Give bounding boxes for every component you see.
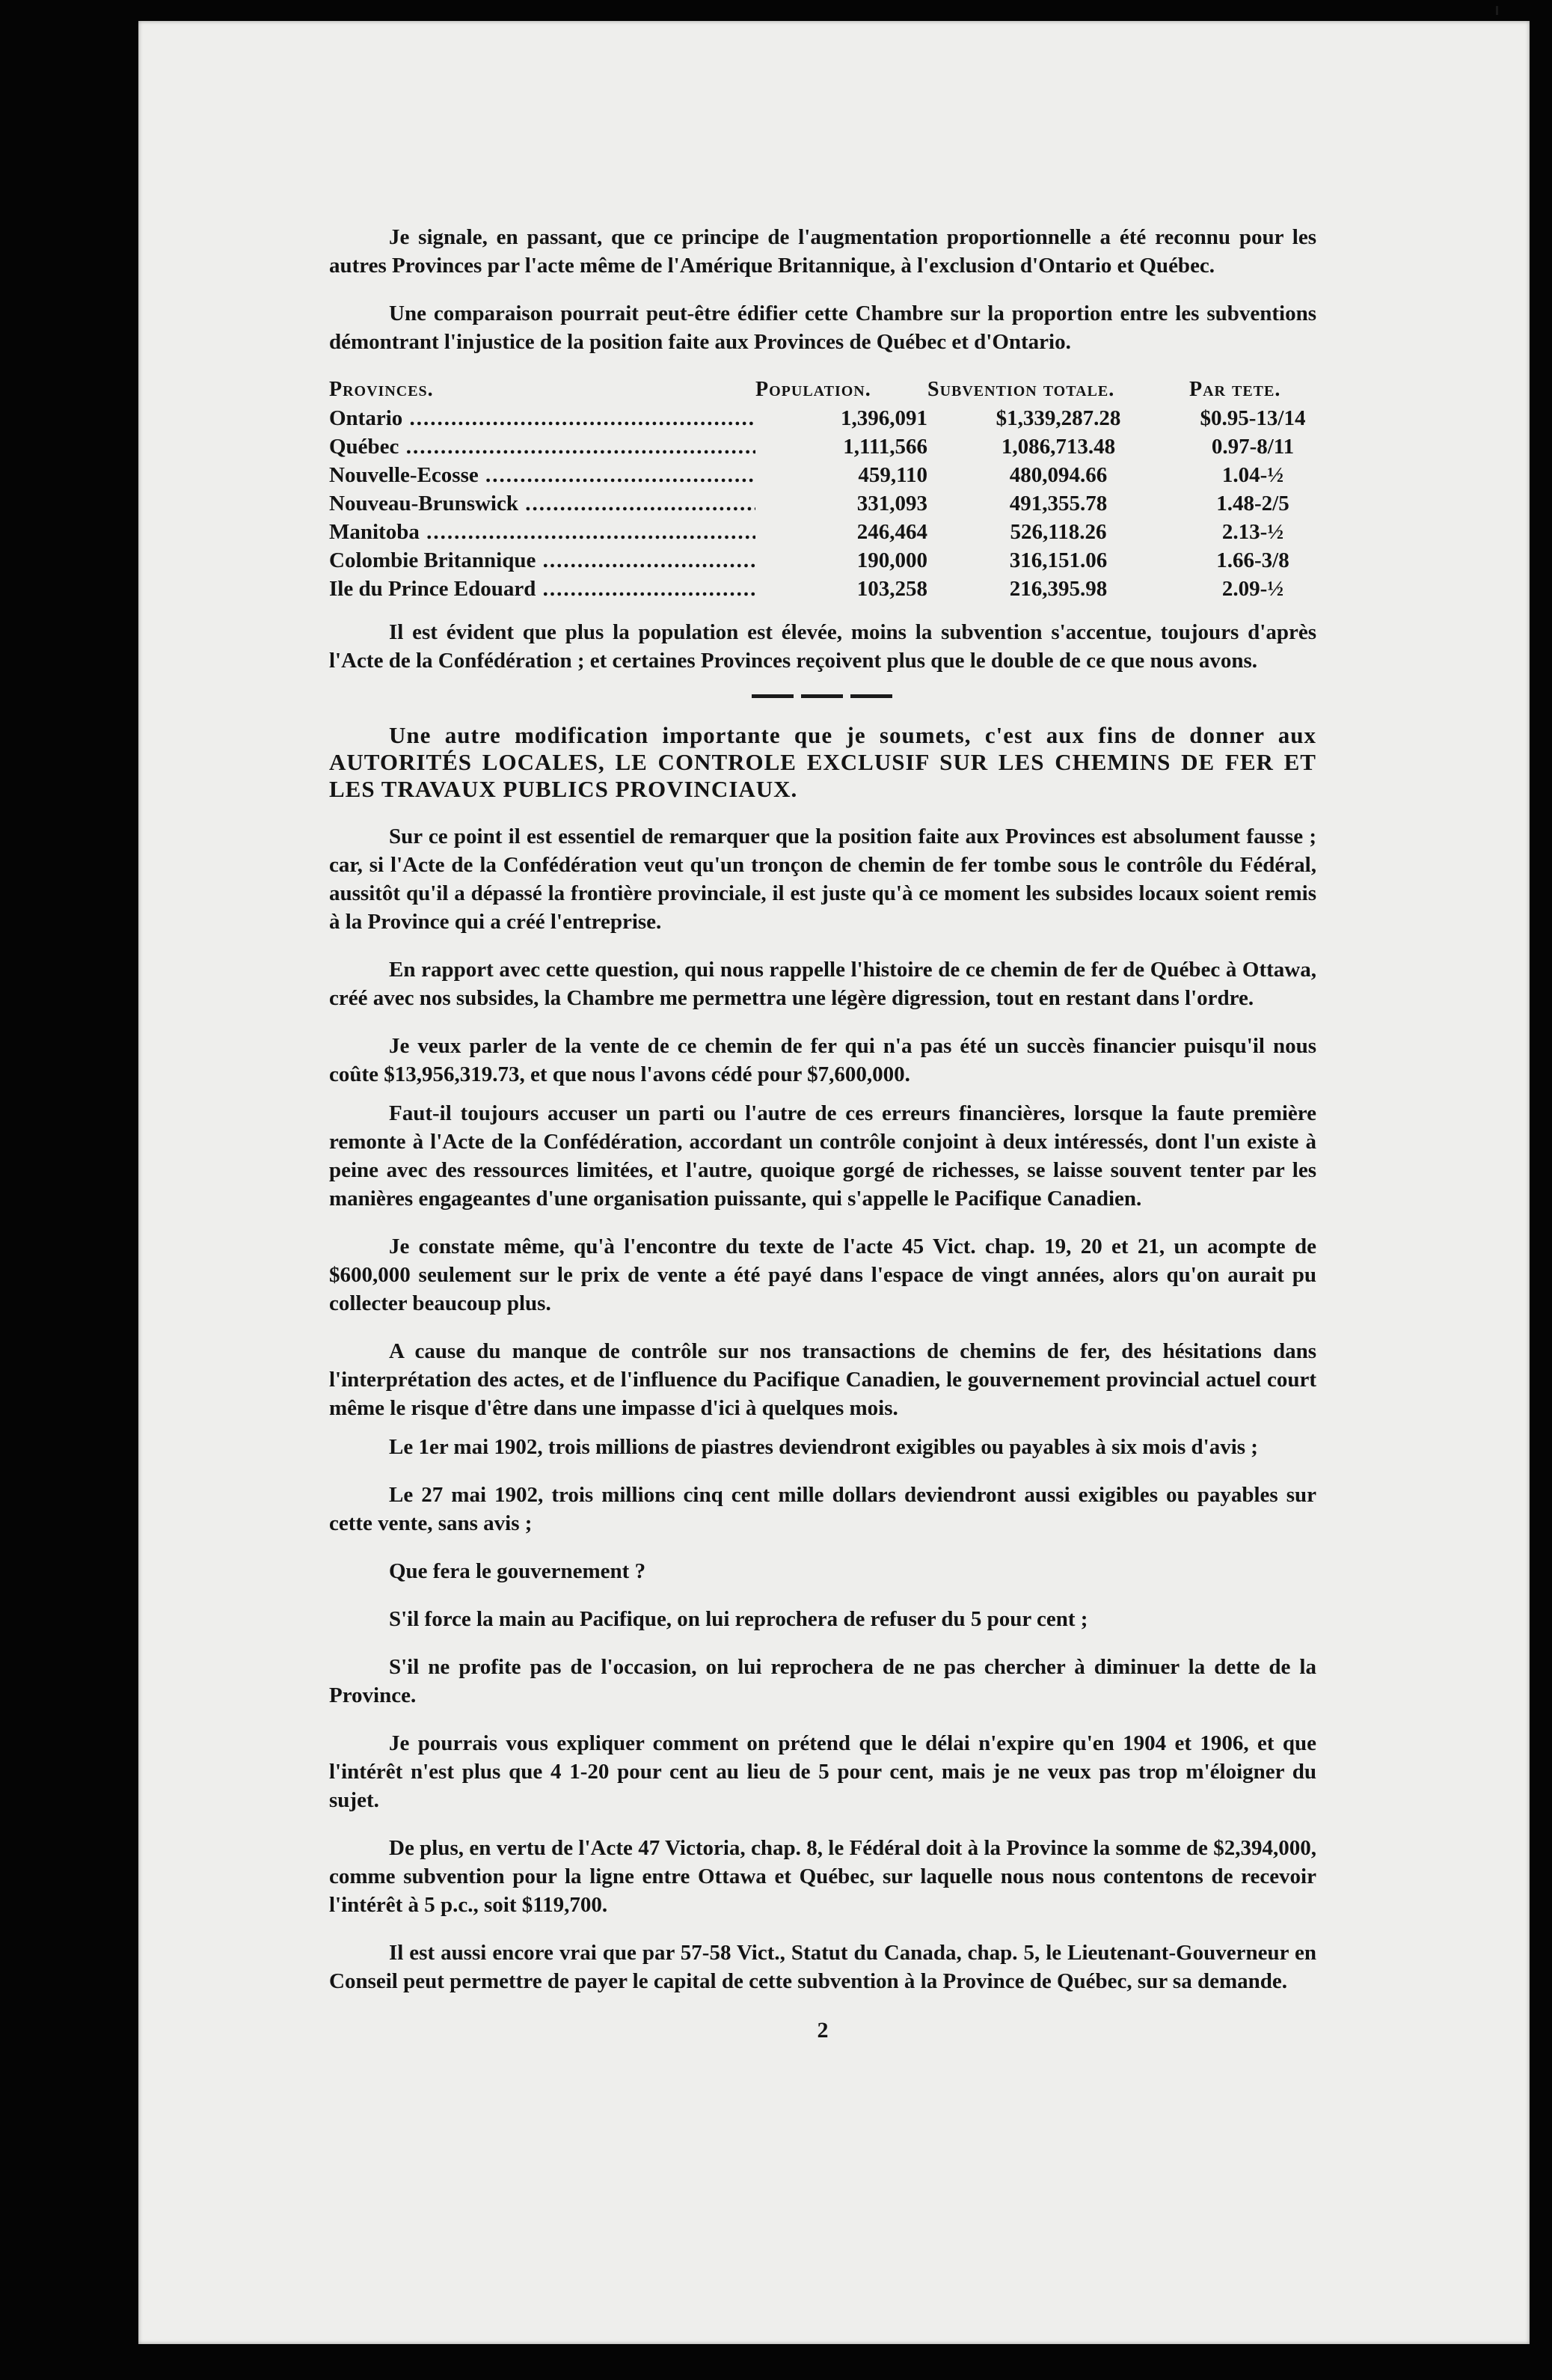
- paragraph: Une comparaison pourrait peut-être édifier cette Chambre sur la proportion entre les subventions démontrant l'injustice de la position faite aux Provinces de Québec et d'Ontario.: [329, 302, 1316, 354]
- table-row: [329, 461, 1316, 489]
- paragraph: Faut-il toujours accuser un parti ou l'autre de ces erreurs financières, lorsque la faute première remonte à l'Acte de la Confédération, accordant un contrôle conjoint à deux intéressés, dont l'un existe à peine avec des ressources limitées, et l'autre, quoique gorgé de richesses, se laisse souvent tenter par les manières engageantes d'une organisation puissante, qui s'appelle le Pacifique Canadien.: [329, 1101, 1316, 1211]
- header-par-tete: Par tete.: [1189, 378, 1281, 401]
- paragraph: En rapport avec cette question, qui nous rappelle l'histoire de ce chemin de fer de Québec à Ottawa, créé avec nos subsides, la Chambre me permettra une légère digression, tout en restant dans l'ordre.: [329, 958, 1316, 1010]
- section-divider: [752, 694, 894, 698]
- subvention-value: 1,086,713.48: [1001, 435, 1116, 459]
- paragraph: Il est aussi encore vrai que par 57-58 Vict., Statut du Canada, chap. 5, le Lieutenant-Gouverneur en Conseil peut permettre de payer le capital de cette subvention à la Province de Québec, sur sa demande.: [329, 1941, 1316, 1993]
- table-row: [329, 432, 1316, 461]
- paragraph: Je pourrais vous expliquer comment on prétend que le délai n'expire qu'en 1904 et 1906, et que l'intérêt n'est plus que 4 1-20 pour cent au lieu de 5 pour cent, mais je ne veux pas trop m'éloigner du sujet.: [329, 1731, 1316, 1812]
- paragraph: S'il ne profite pas de l'occasion, on lui reprochera de ne pas chercher à diminuer la dette de la Province.: [329, 1655, 1316, 1707]
- paragraph: Le 1er mai 1902, trois millions de piastres deviendront exigibles ou payables à six mois d'avis ;: [389, 1435, 1258, 1459]
- province-name: Ile du Prince Edouard .....: [329, 577, 755, 601]
- table-row: [329, 575, 1316, 603]
- table-row: [329, 404, 1316, 432]
- par-tete-value: 1.48-2/5: [1216, 492, 1289, 516]
- province-name: Nouvelle-Ecosse .....: [329, 463, 755, 487]
- header-province: Provinces.: [329, 378, 434, 401]
- paragraph: A cause du manque de contrôle sur nos transactions de chemins de fer, des hésitations dans l'interprétation des actes, et de l'influence du Pacifique Canadien, le gouvernement provincial actuel court même le risque d'être dans une impasse d'ici à quelques mois.: [329, 1339, 1316, 1420]
- population-value: 246,464: [856, 520, 927, 544]
- table-row: [329, 518, 1316, 546]
- page-number: 2: [817, 2018, 829, 2043]
- province-name: Colombie Britannique .....: [329, 548, 755, 572]
- paragraph: Que fera le gouvernement ?: [389, 1559, 646, 1583]
- document-page: [138, 21, 1530, 2344]
- subvention-value: $1,339,287.28: [996, 406, 1121, 430]
- paragraph: De plus, en vertu de l'Acte 47 Victoria, chap. 8, le Fédéral doit à la Province la somme de $2,394,000, comme subvention pour la ligne entre Ottawa et Québec, sur laquelle nous nous contentons de recevoir l'intérêt à 5 p.c., soit $119,700.: [329, 1836, 1316, 1917]
- population-value: 331,093: [856, 492, 927, 516]
- population-value: 1,396,091: [841, 406, 927, 430]
- section-heading: Une autre modification importante que je soumets, c'est aux fins de donner aux AUTORITÉS LOCALES, LE CONTROLE EXCLUSIF SUR LES CHEMINS DE FER ET LES TRAVAUX PUBLICS PROVINCIAUX.: [329, 722, 1316, 802]
- header-population: Population.: [755, 378, 871, 401]
- population-value: 103,258: [856, 577, 927, 601]
- province-name: Ontario .....: [329, 406, 755, 430]
- table-row: [329, 546, 1316, 575]
- par-tete-value: 1.66-3/8: [1216, 548, 1289, 572]
- subvention-value: 526,118.26: [1010, 520, 1107, 544]
- paragraph: Je signale, en passant, que ce principe de l'augmentation proportionnelle a été reconnu pour les autres Provinces par l'acte même de l'Amérique Britannique, à l'exclusion d'Ontario et Québec.: [329, 225, 1316, 278]
- paragraph: Je veux parler de la vente de ce chemin de fer qui n'a pas été un succès financier puisqu'il nous coûte $13,956,319.73, et que nous l'avons cédé pour $7,600,000.: [329, 1034, 1316, 1086]
- population-value: 459,110: [858, 463, 927, 487]
- province-subvention-table: [329, 376, 1316, 603]
- paragraph: Le 27 mai 1902, trois millions cinq cent mille dollars deviendront aussi exigibles ou payables sur cette vente, sans avis ;: [329, 1483, 1316, 1535]
- population-value: 1,111,566: [843, 435, 927, 459]
- paragraph: Il est évident que plus la population est élevée, moins la subvention s'accentue, toujours d'après l'Acte de la Confédération ; et certaines Provinces reçoivent plus que le double de ce que nous avons.: [329, 620, 1316, 673]
- par-tete-value: 0.97-8/11: [1211, 435, 1295, 459]
- par-tete-value: 1.04-½: [1221, 463, 1284, 487]
- province-name: Manitoba .....: [329, 520, 755, 544]
- par-tete-value: $0.95-13/14: [1200, 406, 1306, 430]
- paragraph: Je constate même, qu'à l'encontre du texte de l'acte 45 Vict. chap. 19, 20 et 21, un acompte de $600,000 seulement sur le prix de vente a été payé dans l'espace de vingt années, alors qu'on aurait pu collecter beaucoup plus.: [329, 1235, 1316, 1315]
- subvention-value: 216,395.98: [1009, 577, 1108, 601]
- province-name: Nouveau-Brunswick .....: [329, 492, 755, 516]
- subvention-value: 480,094.66: [1009, 463, 1108, 487]
- province-name: Québec .....: [329, 435, 755, 459]
- subvention-value: 491,355.78: [1009, 492, 1108, 516]
- par-tete-value: 2.13-½: [1221, 520, 1284, 544]
- paragraph: S'il force la main au Pacifique, on lui reprochera de refuser du 5 pour cent ;: [389, 1607, 1088, 1631]
- population-value: 190,000: [856, 548, 927, 572]
- header-subvention: Subvention totale.: [927, 378, 1115, 401]
- par-tete-value: 2.09-½: [1221, 577, 1284, 601]
- scan-mark: [1496, 6, 1498, 15]
- subvention-value: 316,151.06: [1009, 548, 1108, 572]
- table-row: [329, 489, 1316, 518]
- table-header-row: [329, 376, 1316, 404]
- paragraph: Sur ce point il est essentiel de remarquer que la position faite aux Provinces est absolument fausse ; car, si l'Acte de la Confédération veut qu'un tronçon de chemin de fer tombe sous le contrôle du Fédéral, aussitôt qu'il a dépassé la frontière provinciale, il est juste qu'à ce moment les subsides locaux soient remis à la Province qui a créé l'entreprise.: [329, 825, 1316, 934]
